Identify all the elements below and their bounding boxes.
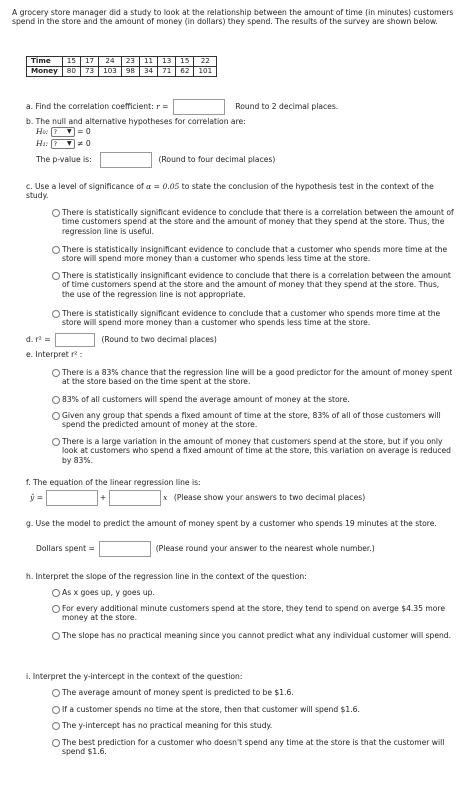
- radio-button[interactable]: [52, 246, 60, 254]
- h1-label: H₁:: [36, 139, 49, 148]
- question-a: [26, 99, 338, 115]
- radio-button[interactable]: [52, 369, 60, 377]
- alpha-value: α = 0.05: [146, 182, 180, 191]
- option-label: There is statistically insignificant evidence to conclude that there is a correlation between the amount of time customers spend at the store and the amount of money that they spend at the store. Thus, the use of the regression line is not appropriate.: [62, 271, 451, 299]
- chevron-down-icon: ▼: [67, 128, 72, 135]
- table-cell: 71: [158, 67, 176, 77]
- table-cell: 73: [80, 67, 98, 77]
- h0-select[interactable]: [51, 127, 75, 137]
- select-value: ?: [53, 140, 58, 148]
- r-squared-note: (Round to two decimal places): [101, 335, 217, 344]
- radio-button[interactable]: [52, 632, 60, 640]
- table-cell: 13: [158, 57, 176, 67]
- radio-button[interactable]: [52, 689, 60, 697]
- option-label: For every additional minute customers spend at the store, they tend to spend on averge $4.35 more money at the store.: [62, 604, 446, 623]
- row-label: Money: [27, 67, 63, 77]
- r-squared-label: d. r² =: [26, 335, 51, 344]
- question-b-text: b. The null and alternative hypotheses for correlation are:: [26, 117, 246, 126]
- p-value-label: The p-value is:: [36, 155, 92, 164]
- slope-input[interactable]: [109, 490, 161, 506]
- option-label: There is statistically significant evidence to conclude that a customer who spends more time at the store will spend more money than a customer who spends less time at the store.: [62, 309, 441, 328]
- question-f-text: f. The equation of the linear regression line is:: [26, 478, 201, 487]
- option-label: The slope has no practical meaning since you cannot predict what any individual customer will spend.: [62, 631, 452, 640]
- rounding-note: Round to 2 decimal places.: [235, 102, 339, 111]
- dollars-input[interactable]: [99, 541, 151, 557]
- table-cell: 17: [80, 57, 98, 67]
- intro-text: A grocery store manager did a study to look at the relationship between the amount of time (in minutes) customers spend in the store and the amount of money (in dollars) they spend. The results of the survey are shown below.: [12, 8, 454, 27]
- option-label: There is statistically insignificant evidence to conclude that a customer who spends more time at the store will spend more money than a customer who spends less time at the store.: [62, 245, 448, 264]
- question-d: [26, 333, 217, 347]
- intercept-input[interactable]: [46, 490, 98, 506]
- question-h-text: h. Interpret the slope of the regression line in the context of the question:: [26, 572, 307, 581]
- select-value: ?: [53, 128, 58, 136]
- radio-button[interactable]: [52, 722, 60, 730]
- question-a-text: a. Find the correlation coefficient:: [26, 102, 154, 111]
- option-label: Given any group that spends a fixed amount of time at the store, 83% of all of those customers will spend the predicted amount of money at the store.: [62, 411, 441, 430]
- r-symbol: r =: [156, 102, 169, 111]
- data-table: [26, 56, 217, 77]
- table-cell: 101: [194, 67, 217, 77]
- dollars-note: (Please round your answer to the nearest whole number.): [155, 544, 375, 553]
- question-c: [26, 182, 446, 201]
- table-cell: 15: [62, 57, 80, 67]
- table-cell: 62: [176, 67, 194, 77]
- question-e-text: e. Interpret r² :: [26, 350, 83, 359]
- correlation-input[interactable]: [173, 99, 225, 115]
- table-cell: 11: [139, 57, 157, 67]
- table-cell: 15: [176, 57, 194, 67]
- option-label: There is a large variation in the amount of money that customers spend at the store, but if you only look at customers who spend a fixed amount of time at the store, this variation on average is reduced by 83%.: [62, 437, 451, 465]
- p-value-row: [36, 152, 275, 168]
- h1-select[interactable]: [51, 139, 75, 149]
- table-cell: 23: [121, 57, 139, 67]
- radio-button[interactable]: [52, 438, 60, 446]
- null-hypothesis: [36, 127, 91, 137]
- option-label: As x goes up, y goes up.: [62, 588, 155, 597]
- row-label: Time: [27, 57, 63, 67]
- radio-button[interactable]: [52, 605, 60, 613]
- table-cell: 98: [121, 67, 139, 77]
- plus-sign: +: [99, 493, 107, 502]
- table-cell: 22: [194, 57, 217, 67]
- radio-button[interactable]: [52, 209, 60, 217]
- question-i-text: i. Interpret the y-intercept in the context of the question:: [26, 672, 243, 681]
- dollars-row: [36, 541, 375, 557]
- p-value-note: (Round to four decimal places): [158, 155, 276, 164]
- equation-note: (Please show your answers to two decimal places): [173, 493, 366, 502]
- table-row: [27, 57, 217, 67]
- r-squared-input[interactable]: [55, 333, 95, 347]
- radio-button[interactable]: [52, 706, 60, 714]
- alt-hypothesis: [36, 139, 91, 149]
- question-c-text-2: to state the conclusion of the hypothesis test in the context of the study.: [26, 182, 434, 201]
- table-cell: 103: [99, 67, 122, 77]
- regression-equation: [30, 490, 365, 506]
- table-cell: 80: [62, 67, 80, 77]
- option-label: The y-intercept has no practical meaning for this study.: [62, 721, 273, 730]
- radio-button[interactable]: [52, 412, 60, 420]
- p-value-input[interactable]: [100, 152, 152, 168]
- not-equals-zero: ≠ 0: [77, 139, 91, 148]
- radio-button[interactable]: [52, 589, 60, 597]
- option-label: If a customer spends no time at the store, then that customer will spend $1.6.: [62, 705, 360, 714]
- h0-label: H₀:: [36, 127, 49, 136]
- option-label: There is a 83% chance that the regression line will be a good predictor for the amount of money spent at the store based on the time spent at the store.: [62, 368, 453, 387]
- option-label: There is statistically significant evidence to conclude that there is a correlation between the amount of time customers spend at the store and the amount of money that they spend at the store. Thus, the regression line is useful.: [62, 208, 454, 236]
- radio-button[interactable]: [52, 272, 60, 280]
- question-g-text: g. Use the model to predict the amount of money spent by a customer who spends 19 minutes at the store.: [26, 519, 437, 528]
- yhat-label: ŷ =: [30, 493, 44, 502]
- equals-zero: = 0: [77, 127, 91, 136]
- x-variable: x: [163, 493, 168, 502]
- radio-button[interactable]: [52, 739, 60, 747]
- table-cell: 24: [99, 57, 122, 67]
- option-label: The best prediction for a customer who doesn't spend any time at the store is that the customer will spend $1.6.: [62, 738, 445, 757]
- table-row: [27, 67, 217, 77]
- question-c-text: c. Use a level of significance of: [26, 182, 144, 191]
- chevron-down-icon: ▼: [67, 140, 72, 147]
- option-label: The average amount of money spent is predicted to be $1.6.: [62, 688, 294, 697]
- dollars-label: Dollars spent =: [36, 544, 95, 553]
- option-label: 83% of all customers will spend the average amount of money at the store.: [62, 395, 350, 404]
- radio-button[interactable]: [52, 396, 60, 404]
- radio-button[interactable]: [52, 310, 60, 318]
- table-cell: 34: [139, 67, 157, 77]
